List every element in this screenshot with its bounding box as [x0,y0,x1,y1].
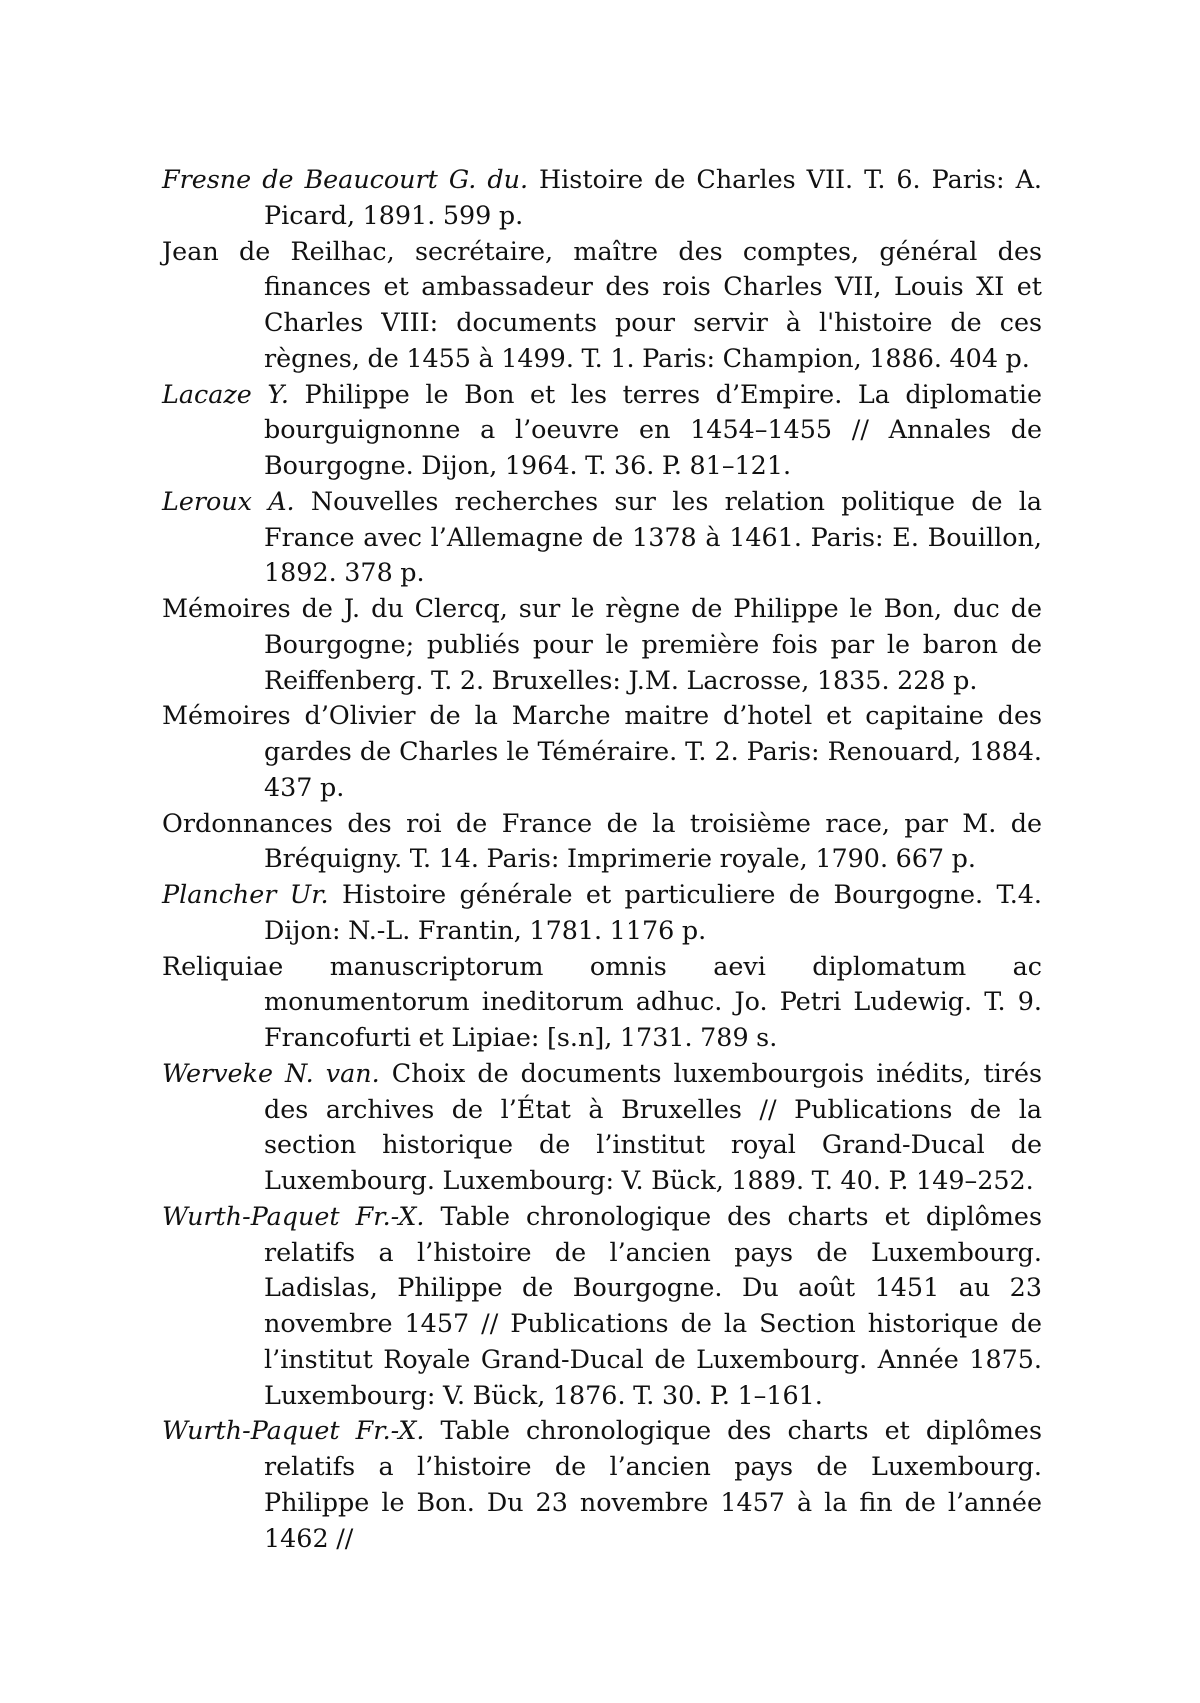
bibliography-entry [162,377,1042,484]
bibliography-page [162,162,1042,1556]
entry-text: Histoire de Charles VII. T. 6. Paris: A. Picard, 1891. 599 p. [264,164,1042,230]
entry-text: Mémoires de J. du Clercq, sur le règne de Philippe le Bon, duc de Bourgogne; publiés pour le première fois par le baron de Reiffenberg. T. 2. Bruxelles: J.M. Lacrosse, 1835. 228 p. [162,593,1042,695]
entry-author: Wurth-Paquet Fr.-X. [162,1415,425,1445]
entry-author: Plancher Ur. [162,879,329,909]
bibliography-entry [162,806,1042,878]
bibliography-entry [162,162,1042,234]
entry-text: Reliquiae manuscriptorum omnis aevi diplomatum ac monumentorum ineditorum adhuc. Jo. Petri Ludewig. T. 9. Francofurti et Lipiae: [s.n], 1731. 789 s. [162,951,1042,1053]
entry-author: Fresne de Beaucourt G. du. [162,164,528,194]
entry-text: Philippe le Bon et les terres d’Empire. La diplomatie bourguignonne a l’oeuvre en 1454–1455 // Annales de Bourgogne. Dijon, 1964. T. 36. P. 81–121. [264,379,1042,481]
bibliography-entry [162,877,1042,949]
entry-text: Ordonnances des roi de France de la troisième race, par M. de Bréquigny. T. 14. Paris: Imprimerie royale, 1790. 667 p. [162,808,1042,874]
entry-author: Lacaze Y. [162,379,289,409]
entry-author: Wurth-Paquet Fr.-X. [162,1201,425,1231]
entry-author: Leroux A. [162,486,295,516]
bibliography-entry [162,591,1042,698]
bibliography-entry [162,484,1042,591]
entry-author: Werveke N. van. [162,1058,380,1088]
entry-text: Nouvelles recherches sur les relation politique de la France avec l’Allemagne de 1378 à 1461. Paris: E. Bouillon, 1892. 378 p. [264,486,1042,588]
entry-text: Jean de Reilhac, secrétaire, maître des comptes, général des finances et ambassadeur des rois Charles VII, Louis XI et Charles VIII: documents pour servir à l'histoire de ces règnes, de 1455 à 1499. T. 1. Paris: Champion, 1886. 404 p. [162,236,1042,373]
entry-text: Histoire générale et particuliere de Bourgogne. T.4. Dijon: N.-L. Frantin, 1781. 1176 p. [264,879,1042,945]
bibliography-entry [162,1199,1042,1414]
bibliography-entry [162,1413,1042,1556]
bibliography-entry [162,1056,1042,1199]
entry-text: Table chronologique des charts et diplômes relatifs a l’histoire de l’ancien pays de Luxembourg. Ladislas, Philippe de Bourgogne. Du août 1451 au 23 novembre 1457 // Publications de la Section historique de l’institut Royale Grand-Ducal de Luxembourg. Année 1875. Luxembourg: V. Bück, 1876. T. 30. P. 1–161. [264,1201,1042,1410]
bibliography-entry [162,698,1042,805]
bibliography-entry [162,234,1042,377]
bibliography-entry [162,949,1042,1056]
entry-text: Mémoires d’Olivier de la Marche maitre d’hotel et capitaine des gardes de Charles le Téméraire. T. 2. Paris: Renouard, 1884. 437 p. [162,700,1042,802]
entry-text: Table chronologique des charts et diplômes relatifs a l’histoire de l’ancien pays de Luxembourg. Philippe le Bon. Du 23 novembre 1457 à la fin de l’année 1462 // [264,1415,1042,1552]
entry-text: Choix de documents luxembourgois inédits, tirés des archives de l’État à Bruxelles // Publications de la section historique de l’institut royal Grand-Ducal de Luxembourg. Luxembourg: V. Bück, 1889. T. 40. P. 149–252. [264,1058,1042,1195]
